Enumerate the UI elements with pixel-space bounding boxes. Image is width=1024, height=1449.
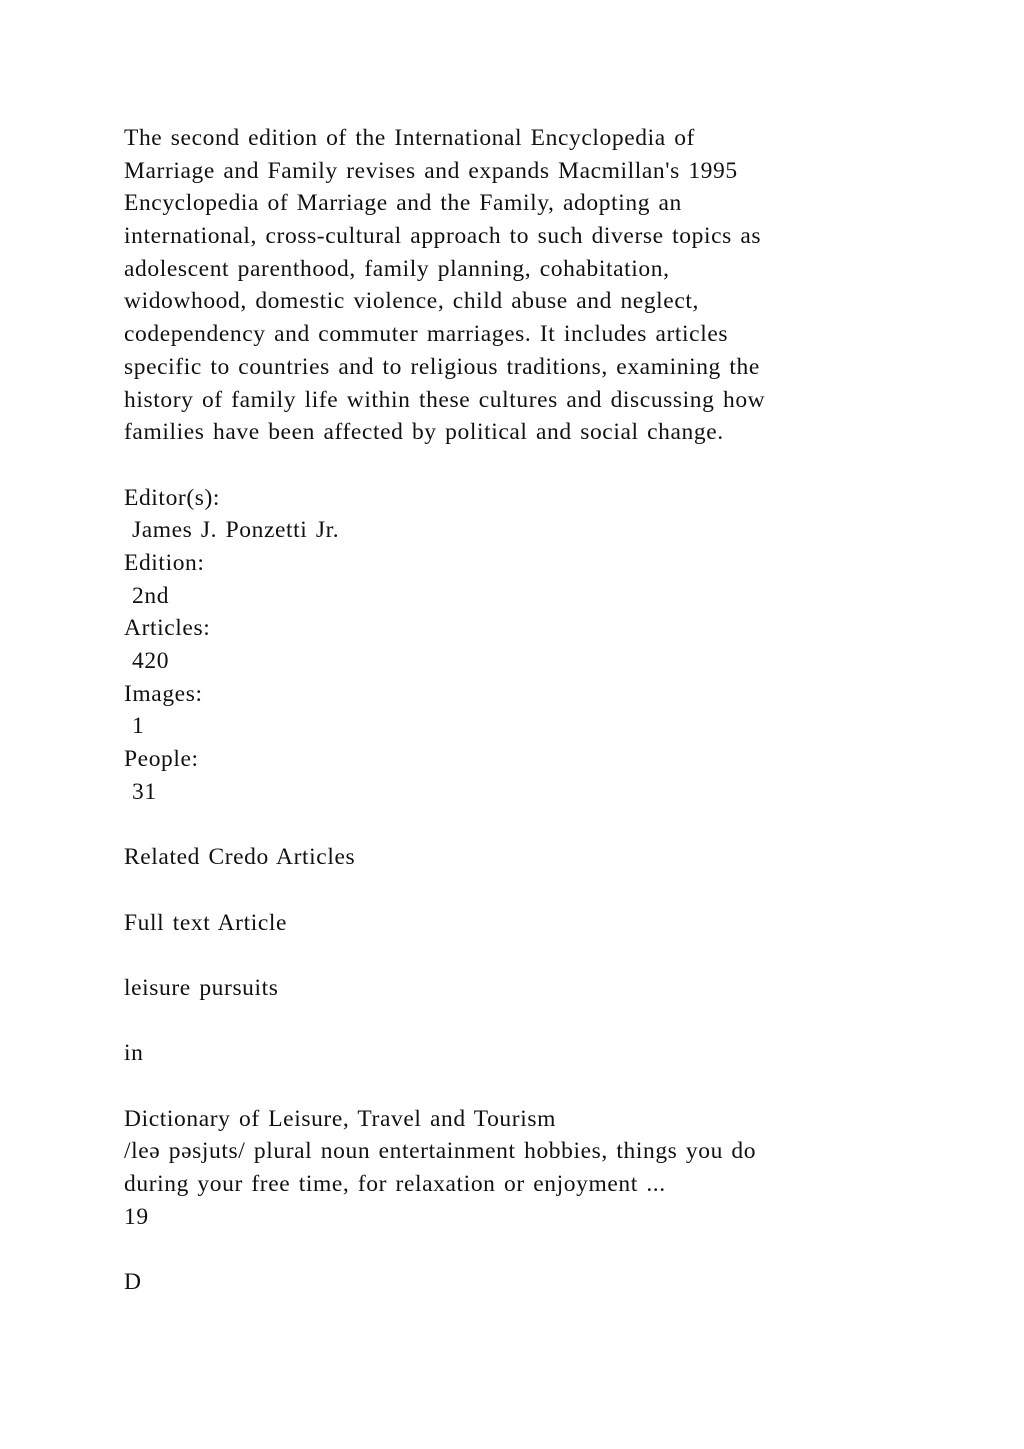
- spacer: [124, 1005, 924, 1038]
- description-line: history of family life within these cultures and discussing how: [124, 386, 766, 413]
- people-value: 31: [132, 778, 157, 805]
- description-line: families have been affected by political and social change.: [124, 419, 724, 446]
- in-label: in: [124, 1040, 144, 1067]
- description-line: international, cross-cultural approach to such diverse topics as: [124, 223, 762, 250]
- article-type-label: Full text Article: [124, 909, 288, 936]
- description-line: widowhood, domestic violence, child abuse and neglect,: [124, 288, 699, 315]
- spacer: [124, 808, 924, 841]
- spacer: [124, 1233, 924, 1266]
- spacer: [124, 939, 924, 972]
- spacer: [124, 449, 924, 482]
- description-line: adolescent parenthood, family planning, cohabitation,: [124, 255, 670, 282]
- source-title-link[interactable]: Dictionary of Leisure, Travel and Tourism: [124, 1105, 556, 1132]
- editors-label: Editor(s):: [124, 484, 221, 511]
- related-heading: Related Credo Articles: [124, 844, 356, 871]
- spacer: [124, 874, 924, 907]
- snippet-line: /leə pəsjuts/ plural noun entertainment hobbies, things you do: [124, 1138, 757, 1165]
- editors-value[interactable]: James J. Ponzetti Jr.: [132, 517, 340, 544]
- description-line: Encyclopedia of Marriage and the Family, adopting an: [124, 190, 682, 217]
- snippet-line: during your free time, for relaxation or enjoyment ...: [124, 1171, 666, 1197]
- people-label: People:: [124, 746, 199, 773]
- images-label: Images:: [124, 680, 203, 707]
- related-article-link[interactable]: leisure pursuits: [124, 974, 279, 1001]
- related-articles-section: [124, 841, 924, 1299]
- document-page: [124, 122, 924, 1299]
- description-line: codependency and commuter marriages. It includes articles: [124, 321, 729, 348]
- articles-value: 420: [132, 648, 170, 674]
- next-letter: D: [124, 1269, 142, 1296]
- edition-value: 2nd: [132, 582, 170, 609]
- description-line: Marriage and Family revises and expands Macmillan's 1995: [124, 157, 738, 184]
- images-value: 1: [132, 713, 145, 740]
- edition-label: Edition:: [124, 549, 205, 576]
- result-number: 19: [124, 1203, 149, 1230]
- description-line: The second edition of the International Encyclopedia of: [124, 125, 695, 151]
- description-paragraph: [124, 122, 924, 449]
- articles-label: Articles:: [124, 615, 211, 642]
- metadata-section: [124, 482, 924, 809]
- description-line: specific to countries and to religious traditions, examining the: [124, 353, 760, 380]
- spacer: [124, 1070, 924, 1103]
